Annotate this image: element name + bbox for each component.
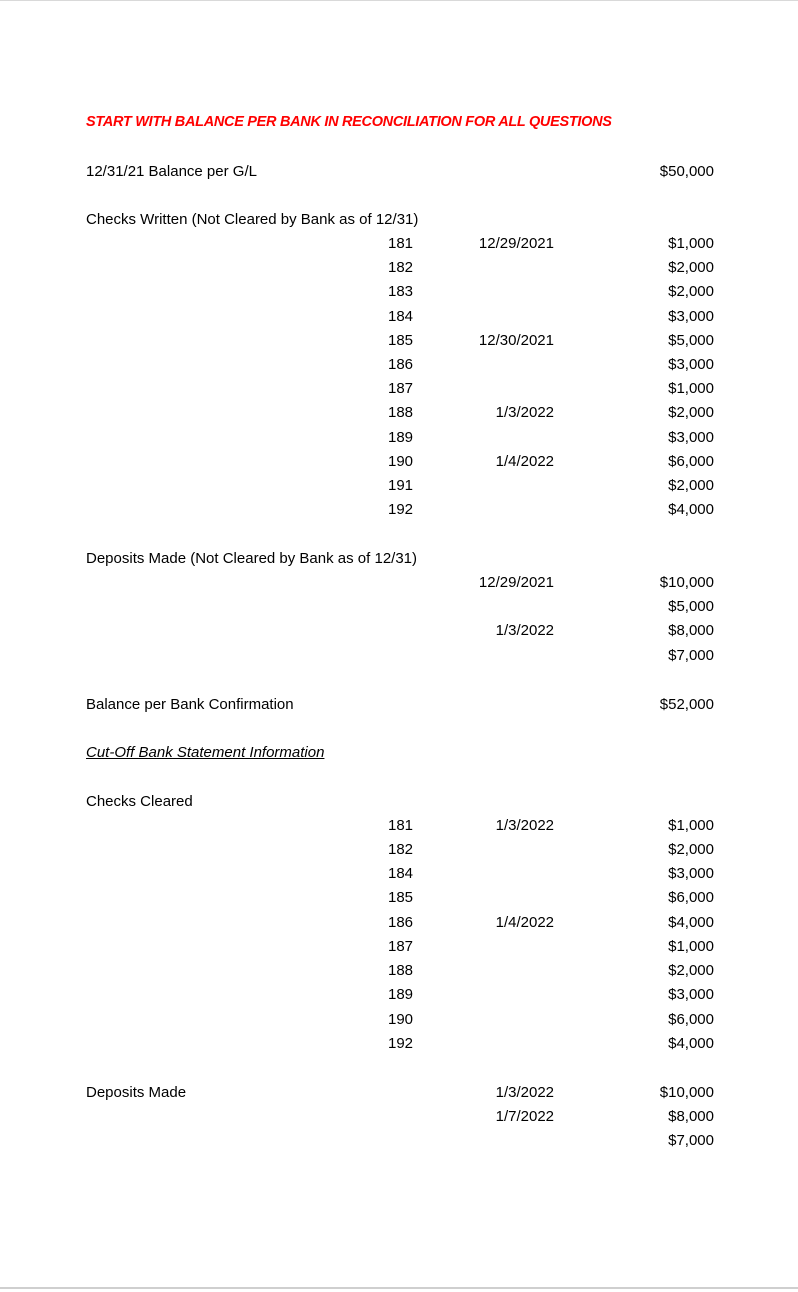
checks-cleared-check: 189	[388, 986, 414, 1003]
checks-written-amount: $5,000	[668, 332, 714, 349]
top-border	[0, 0, 798, 1]
checks-cleared-amount: $1,000	[668, 817, 714, 834]
checks-written-amount: $3,000	[668, 429, 714, 446]
checks-written-amount: $3,000	[668, 356, 714, 373]
checks-written-amount: $3,000	[668, 308, 714, 325]
checks-cleared-check: 185	[388, 889, 414, 906]
gl-balance-amount: $50,000	[659, 163, 714, 180]
checks-written-amount: $4,000	[668, 501, 714, 518]
checks-cleared-date: 1/4/2022	[495, 914, 554, 931]
deposit-amount: $7,000	[668, 647, 714, 664]
checks-written-amount: $2,000	[668, 283, 714, 300]
checks-cleared-check: 190	[388, 1011, 414, 1028]
checks-cleared-check: 188	[388, 962, 414, 979]
deposit-date: 1/3/2022	[495, 622, 554, 639]
checks-written-amount: $2,000	[668, 477, 714, 494]
checks-cleared-check: 192	[388, 1035, 414, 1052]
checks-cleared-amount: $3,000	[668, 986, 714, 1003]
instruction-heading: START WITH BALANCE PER BANK IN RECONCILIATION FOR ALL QUESTIONS	[86, 114, 612, 130]
checks-cleared-check: 181	[388, 817, 414, 834]
checks-written-check: 184	[388, 308, 414, 325]
checks-written-check: 186	[388, 356, 414, 373]
checks-cleared-amount: $4,000	[668, 1035, 714, 1052]
cutoff-section-title: Cut-Off Bank Statement Information	[86, 744, 325, 761]
gl-balance-label: 12/31/21 Balance per G/L	[86, 163, 257, 180]
checks-written-check: 191	[388, 477, 414, 494]
checks-cleared-label: Checks Cleared	[86, 793, 193, 810]
checks-cleared-amount: $2,000	[668, 841, 714, 858]
checks-cleared-amount: $6,000	[668, 1011, 714, 1028]
checks-written-date: 1/4/2022	[495, 453, 554, 470]
deposits-made-label: Deposits Made (Not Cleared by Bank as of 12/31)	[86, 550, 418, 567]
checks-written-amount: $1,000	[668, 380, 714, 397]
checks-written-check: 189	[388, 429, 414, 446]
cutoff-deposit-date: 1/7/2022	[495, 1108, 554, 1125]
deposit-amount: $8,000	[668, 622, 714, 639]
checks-written-amount: $2,000	[668, 259, 714, 276]
checks-cleared-check: 184	[388, 865, 414, 882]
deposit-amount: $5,000	[668, 598, 714, 615]
checks-cleared-check: 182	[388, 841, 414, 858]
checks-written-date: 12/30/2021	[478, 332, 554, 349]
bank-confirmation-label: Balance per Bank Confirmation	[86, 696, 294, 713]
checks-written-amount: $6,000	[668, 453, 714, 470]
checks-cleared-amount: $3,000	[668, 865, 714, 882]
bank-confirmation-amount: $52,000	[659, 696, 714, 713]
checks-written-check: 181	[388, 235, 414, 252]
deposit-date: 12/29/2021	[478, 574, 554, 591]
checks-written-check: 187	[388, 380, 414, 397]
checks-cleared-date: 1/3/2022	[495, 817, 554, 834]
checks-cleared-amount: $2,000	[668, 962, 714, 979]
checks-cleared-amount: $6,000	[668, 889, 714, 906]
cutoff-deposits-label: Deposits Made	[86, 1084, 187, 1101]
checks-written-date: 12/29/2021	[478, 235, 554, 252]
checks-written-check: 190	[388, 453, 414, 470]
checks-cleared-amount: $4,000	[668, 914, 714, 931]
checks-written-date: 1/3/2022	[495, 404, 554, 421]
bottom-border	[0, 1287, 798, 1289]
checks-written-check: 188	[388, 404, 414, 421]
checks-written-amount: $2,000	[668, 404, 714, 421]
cutoff-deposit-amount: $8,000	[668, 1108, 714, 1125]
cutoff-deposit-amount: $7,000	[668, 1132, 714, 1149]
deposit-amount: $10,000	[659, 574, 714, 591]
checks-cleared-amount: $1,000	[668, 938, 714, 955]
checks-written-check: 183	[388, 283, 414, 300]
checks-cleared-check: 187	[388, 938, 414, 955]
checks-written-check: 192	[388, 501, 414, 518]
checks-written-amount: $1,000	[668, 235, 714, 252]
cutoff-deposit-amount: $10,000	[659, 1084, 714, 1101]
checks-written-check: 182	[388, 259, 414, 276]
checks-written-check: 185	[388, 332, 414, 349]
checks-cleared-check: 186	[388, 914, 414, 931]
cutoff-deposit-date: 1/3/2022	[495, 1084, 554, 1101]
checks-written-label: Checks Written (Not Cleared by Bank as of 12/31)	[86, 211, 419, 228]
